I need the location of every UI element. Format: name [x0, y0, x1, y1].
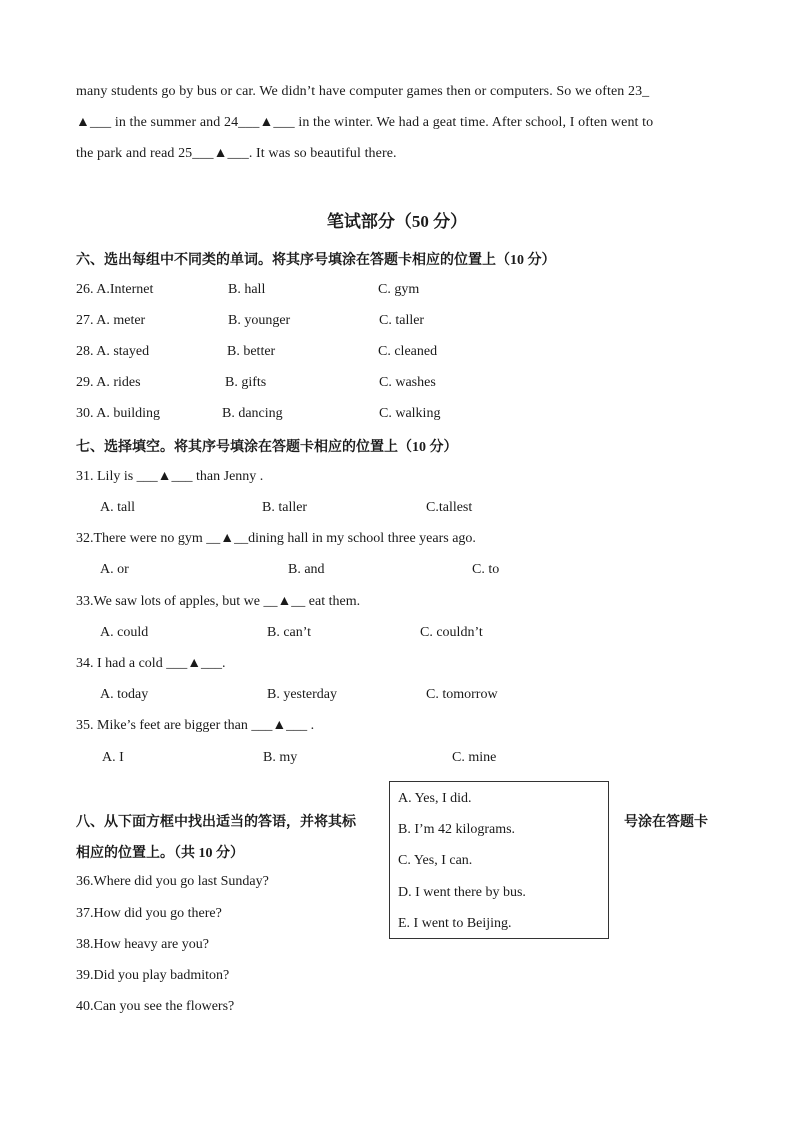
option-a: A. tall	[100, 500, 135, 515]
option-b: B. gifts	[225, 375, 267, 390]
option-a: A. I	[102, 750, 124, 765]
question-row	[0, 375, 794, 395]
question-options	[0, 625, 794, 645]
option-a: A. or	[100, 562, 129, 577]
section-title: 笔试部分（50 分）	[326, 212, 468, 231]
option-c: C. washes	[379, 375, 436, 390]
option-c: C. cleaned	[378, 344, 438, 359]
option-a: 28. A. stayed	[76, 344, 150, 359]
match-question: 37.How did you go there?	[76, 906, 222, 921]
option-b: B. better	[227, 344, 276, 359]
answer-box	[389, 781, 609, 939]
question-options	[0, 500, 794, 520]
option-a: 30. A. building	[76, 406, 161, 421]
answer-option: D. I went there by bus.	[398, 885, 526, 900]
question-stem: 31. Lily is ___▲___ than Jenny .	[76, 469, 264, 484]
question-stem: 33.We saw lots of apples, but we __▲__ eat them.	[76, 594, 361, 609]
answer-option: A. Yes, I did.	[398, 791, 472, 806]
option-b: B. yesterday	[267, 687, 337, 702]
option-b: B. taller	[262, 500, 308, 515]
option-a: A. today	[100, 687, 149, 702]
match-question: 36.Where did you go last Sunday?	[76, 874, 269, 889]
option-b: B. my	[263, 750, 298, 765]
answer-option: B. I’m 42 kilograms.	[398, 822, 516, 837]
question-row	[0, 406, 794, 426]
match-question: 38.How heavy are you?	[76, 937, 209, 952]
option-c: C. tomorrow	[426, 687, 498, 702]
passage-line-3: the park and read 25___▲___. It was so beautiful there.	[76, 146, 397, 161]
section7-heading: 七、选择填空。将其序号填涂在答题卡相应的位置上（10 分）	[76, 440, 458, 455]
match-question: 40.Can you see the flowers?	[76, 999, 235, 1014]
option-c: C. taller	[379, 313, 425, 328]
option-a: 26. A.Internet	[76, 282, 154, 297]
question-stem: 32.There were no gym __▲__dining hall in my school three years ago.	[76, 531, 476, 546]
option-c: C. gym	[378, 282, 420, 297]
question-options	[0, 750, 794, 770]
question-stem: 35. Mike’s feet are bigger than ___▲___ .	[76, 718, 315, 733]
section8-heading-left: 八、从下面方框中找出适当的答语，并将其标	[76, 815, 356, 830]
match-question: 39.Did you play badmiton?	[76, 968, 230, 983]
option-b: B. can’t	[267, 625, 312, 640]
question-row	[0, 313, 794, 333]
question-options	[0, 687, 794, 707]
option-a: A. could	[100, 625, 149, 640]
answer-option: C. Yes, I can.	[398, 853, 473, 868]
option-c: C. couldn’t	[420, 625, 483, 640]
section8-heading-line2: 相应的位置上。（共 10 分）	[76, 846, 244, 861]
section8-heading-right: 号涂在答题卡	[624, 815, 708, 830]
option-c: C. mine	[452, 750, 497, 765]
option-c: C. walking	[379, 406, 441, 421]
passage-line-1: many students go by bus or car. We didn’t have computer games then or computers. So we often 23_	[76, 84, 650, 99]
option-a: 27. A. meter	[76, 313, 146, 328]
question-row	[0, 344, 794, 364]
option-c: C.tallest	[426, 500, 473, 515]
question-row	[0, 282, 794, 302]
option-a: 29. A. rides	[76, 375, 141, 390]
option-b: B. dancing	[222, 406, 283, 421]
question-stem: 34. I had a cold ___▲___.	[76, 656, 226, 671]
section6-heading: 六、选出每组中不同类的单词。将其序号填涂在答题卡相应的位置上（10 分）	[76, 253, 556, 268]
option-c: C. to	[472, 562, 500, 577]
answer-option: E. I went to Beijing.	[398, 916, 512, 931]
option-b: B. hall	[228, 282, 266, 297]
option-b: B. younger	[228, 313, 291, 328]
question-options	[0, 562, 794, 582]
option-b: B. and	[288, 562, 325, 577]
passage-line-2: ▲___ in the summer and 24___▲___ in the winter. We had a geat time. After school, I often went to	[76, 115, 654, 130]
